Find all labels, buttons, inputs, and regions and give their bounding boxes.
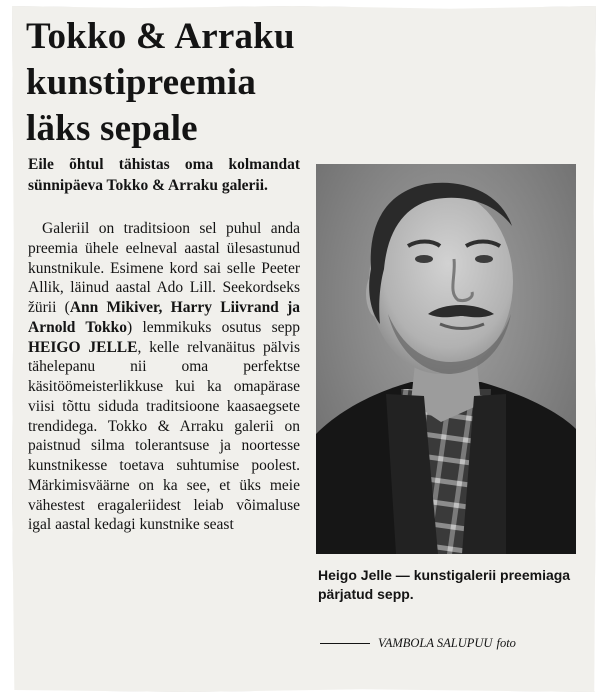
- credit-rule: [320, 643, 370, 644]
- headline-line: kunstipreemia: [26, 62, 257, 103]
- headline: [26, 14, 295, 152]
- photo-caption: Heigo Jelle — kunstigalerii preemiaga pärjatud sepp.: [318, 567, 571, 602]
- lead-paragraph: Eile õhtul tähistas oma kolmandat sünnipäeva Tokko & Arraku galerii.: [28, 156, 300, 194]
- portrait-image: [316, 164, 576, 554]
- headline-line: läks sepale: [26, 108, 198, 149]
- body-text-part: , kelle relvanäitus pälvis tähelepanu nii oma perfektse käsitöömeisterlikkuse kui ka omapärase viisi tõttu siduda traditsioone kaasaegsete trendidega. Tokko & Arraku galerii on paistnud silma tolerantsuse ja noortesse kunstnikesse toetava suhtumise poolest. Märkimisväärne on ka see, et üks meie vähestest eragaleriidest leiab võimaluse igal aastal kedagi kunstnike seast: [28, 338, 300, 534]
- credit-role: foto: [496, 636, 516, 650]
- portrait-photo: [316, 164, 576, 554]
- body-text-part: ) lemmikuks osutus sepp: [127, 318, 300, 336]
- body-text: [28, 219, 300, 535]
- photographer-name: VAMBOLA SALUPUU: [378, 636, 493, 650]
- body-text-part: Galeriil on traditsioon sel puhul anda preemia ühele eelneval aastal ülesastunud kunstnikule. Esimene kord sai selle Peeter Allik, läinud aastal Ado Lill. Seekordseks žürii (: [28, 220, 300, 316]
- jury-names: Ann Mikiver, Harry Liivrand ja Arnold Tokko: [28, 299, 300, 336]
- headline-line: Tokko & Arraku: [26, 16, 295, 57]
- photo-credit: [320, 636, 582, 651]
- winner-name: HEIGO JELLE: [28, 338, 138, 356]
